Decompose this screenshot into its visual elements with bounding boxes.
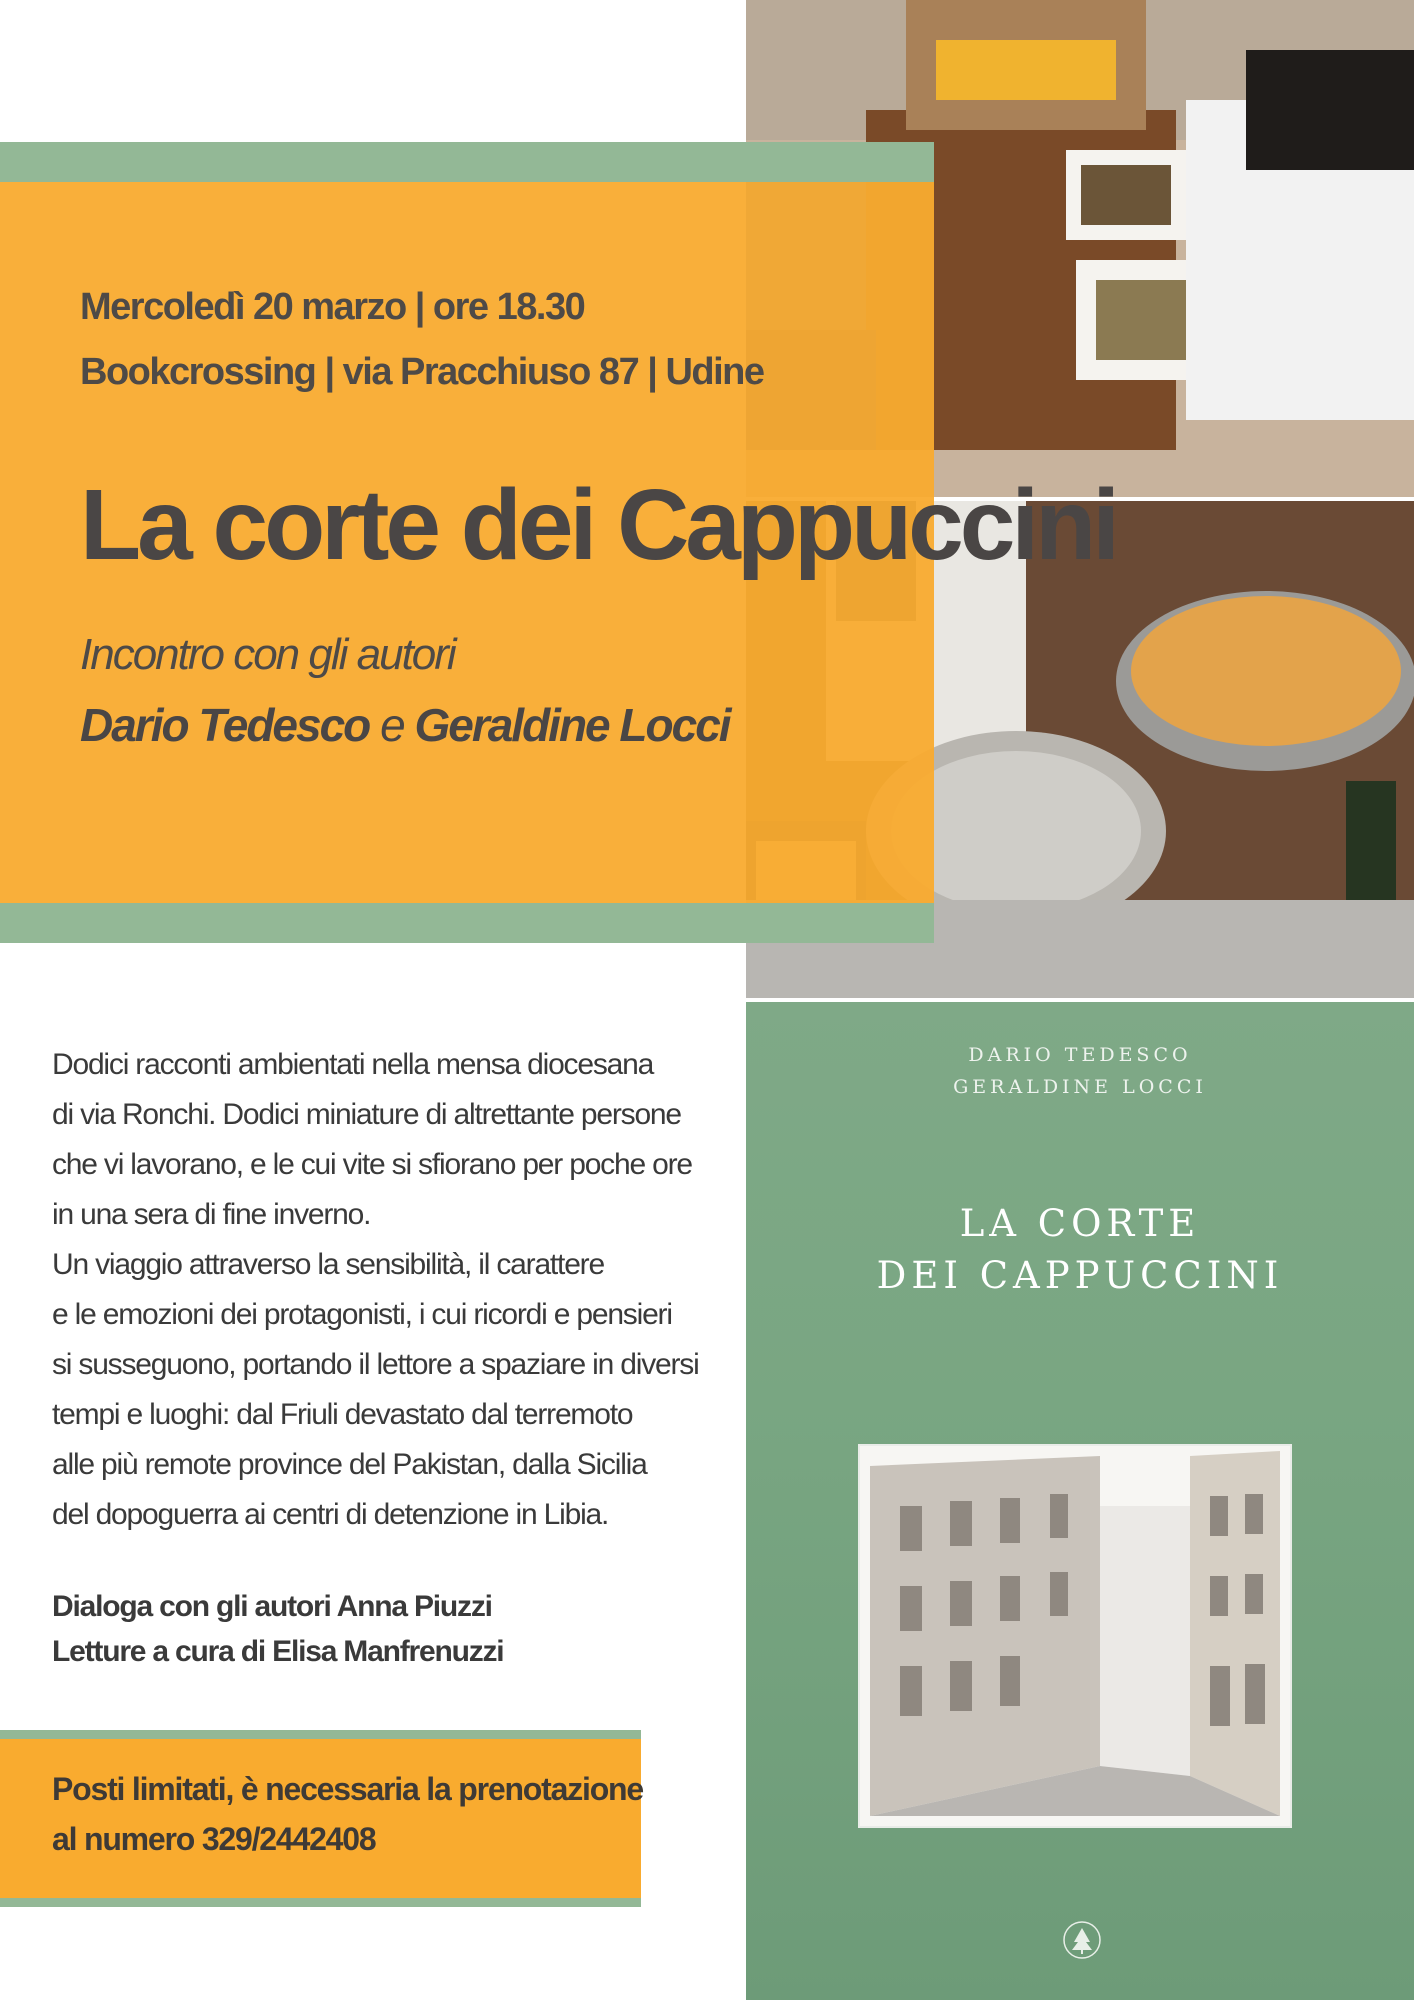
booking-band-bottom: [0, 1898, 641, 1907]
description-line: si susseguono, portando il lettore a spaziare in diversi: [52, 1348, 699, 1381]
cover-author-1: DARIO TEDESCO: [968, 1044, 1192, 1066]
event-title: La corte dei Cappuccini: [80, 469, 1117, 581]
booking-line-1: Posti limitati, è necessaria la prenotazione: [52, 1771, 643, 1807]
author-conjunction: e: [380, 699, 404, 751]
event-location: Bookcrossing | via Pracchiuso 87 | Udine: [80, 351, 764, 393]
moderator-credit: Dialoga con gli autori Anna Piuzzi: [52, 1590, 492, 1623]
green-band-top: [0, 142, 934, 182]
event-credits: [52, 1584, 503, 1674]
description-line: in una sera di fine inverno.: [52, 1198, 371, 1231]
booking-band-top: [0, 1730, 641, 1739]
description-line: tempi e luoghi: dal Friuli devastato dal terremoto: [52, 1398, 633, 1431]
book-cover: [746, 1002, 1414, 2000]
cover-title-line-2: DEI CAPPUCCINI: [876, 1254, 1284, 1297]
description-line: del dopoguerra ai centri di detenzione in Libia.: [52, 1498, 609, 1531]
green-band-bottom: [0, 903, 934, 943]
description-line: Dodici racconti ambientati nella mensa diocesana: [52, 1048, 654, 1081]
description-line: Un viaggio attraverso la sensibilità, il carattere: [52, 1248, 604, 1281]
event-date: Mercoledì 20 marzo | ore 18.30: [80, 286, 585, 328]
street-watercolor-illustration: [858, 1444, 1292, 1828]
description-line: alle più remote province del Pakistan, dalla Sicilia: [52, 1448, 647, 1481]
readings-credit: Letture a cura di Elisa Manfrenuzzi: [52, 1635, 504, 1668]
author-name-2: Geraldine Locci: [414, 699, 730, 751]
publisher-tree-logo: [1062, 1920, 1102, 1960]
event-authors: [80, 698, 730, 752]
booking-phone-line: al numero 329/2442408: [52, 1821, 376, 1857]
description-line: e le emozioni dei protagonisti, i cui ricordi e pensieri: [52, 1298, 672, 1331]
book-description: [52, 1040, 732, 1540]
description-line: di via Ronchi. Dodici miniature di altrettante persone: [52, 1098, 681, 1131]
event-subtitle: Incontro con gli autori: [80, 630, 455, 679]
author-name-1: Dario Tedesco: [80, 699, 370, 751]
cover-author-2: GERALDINE LOCCI: [953, 1076, 1207, 1098]
booking-text: [52, 1764, 643, 1864]
description-line: che vi lavorano, e le cui vite si sfiorano per poche ore: [52, 1148, 692, 1181]
cover-title-line-1: LA CORTE: [959, 1202, 1201, 1245]
